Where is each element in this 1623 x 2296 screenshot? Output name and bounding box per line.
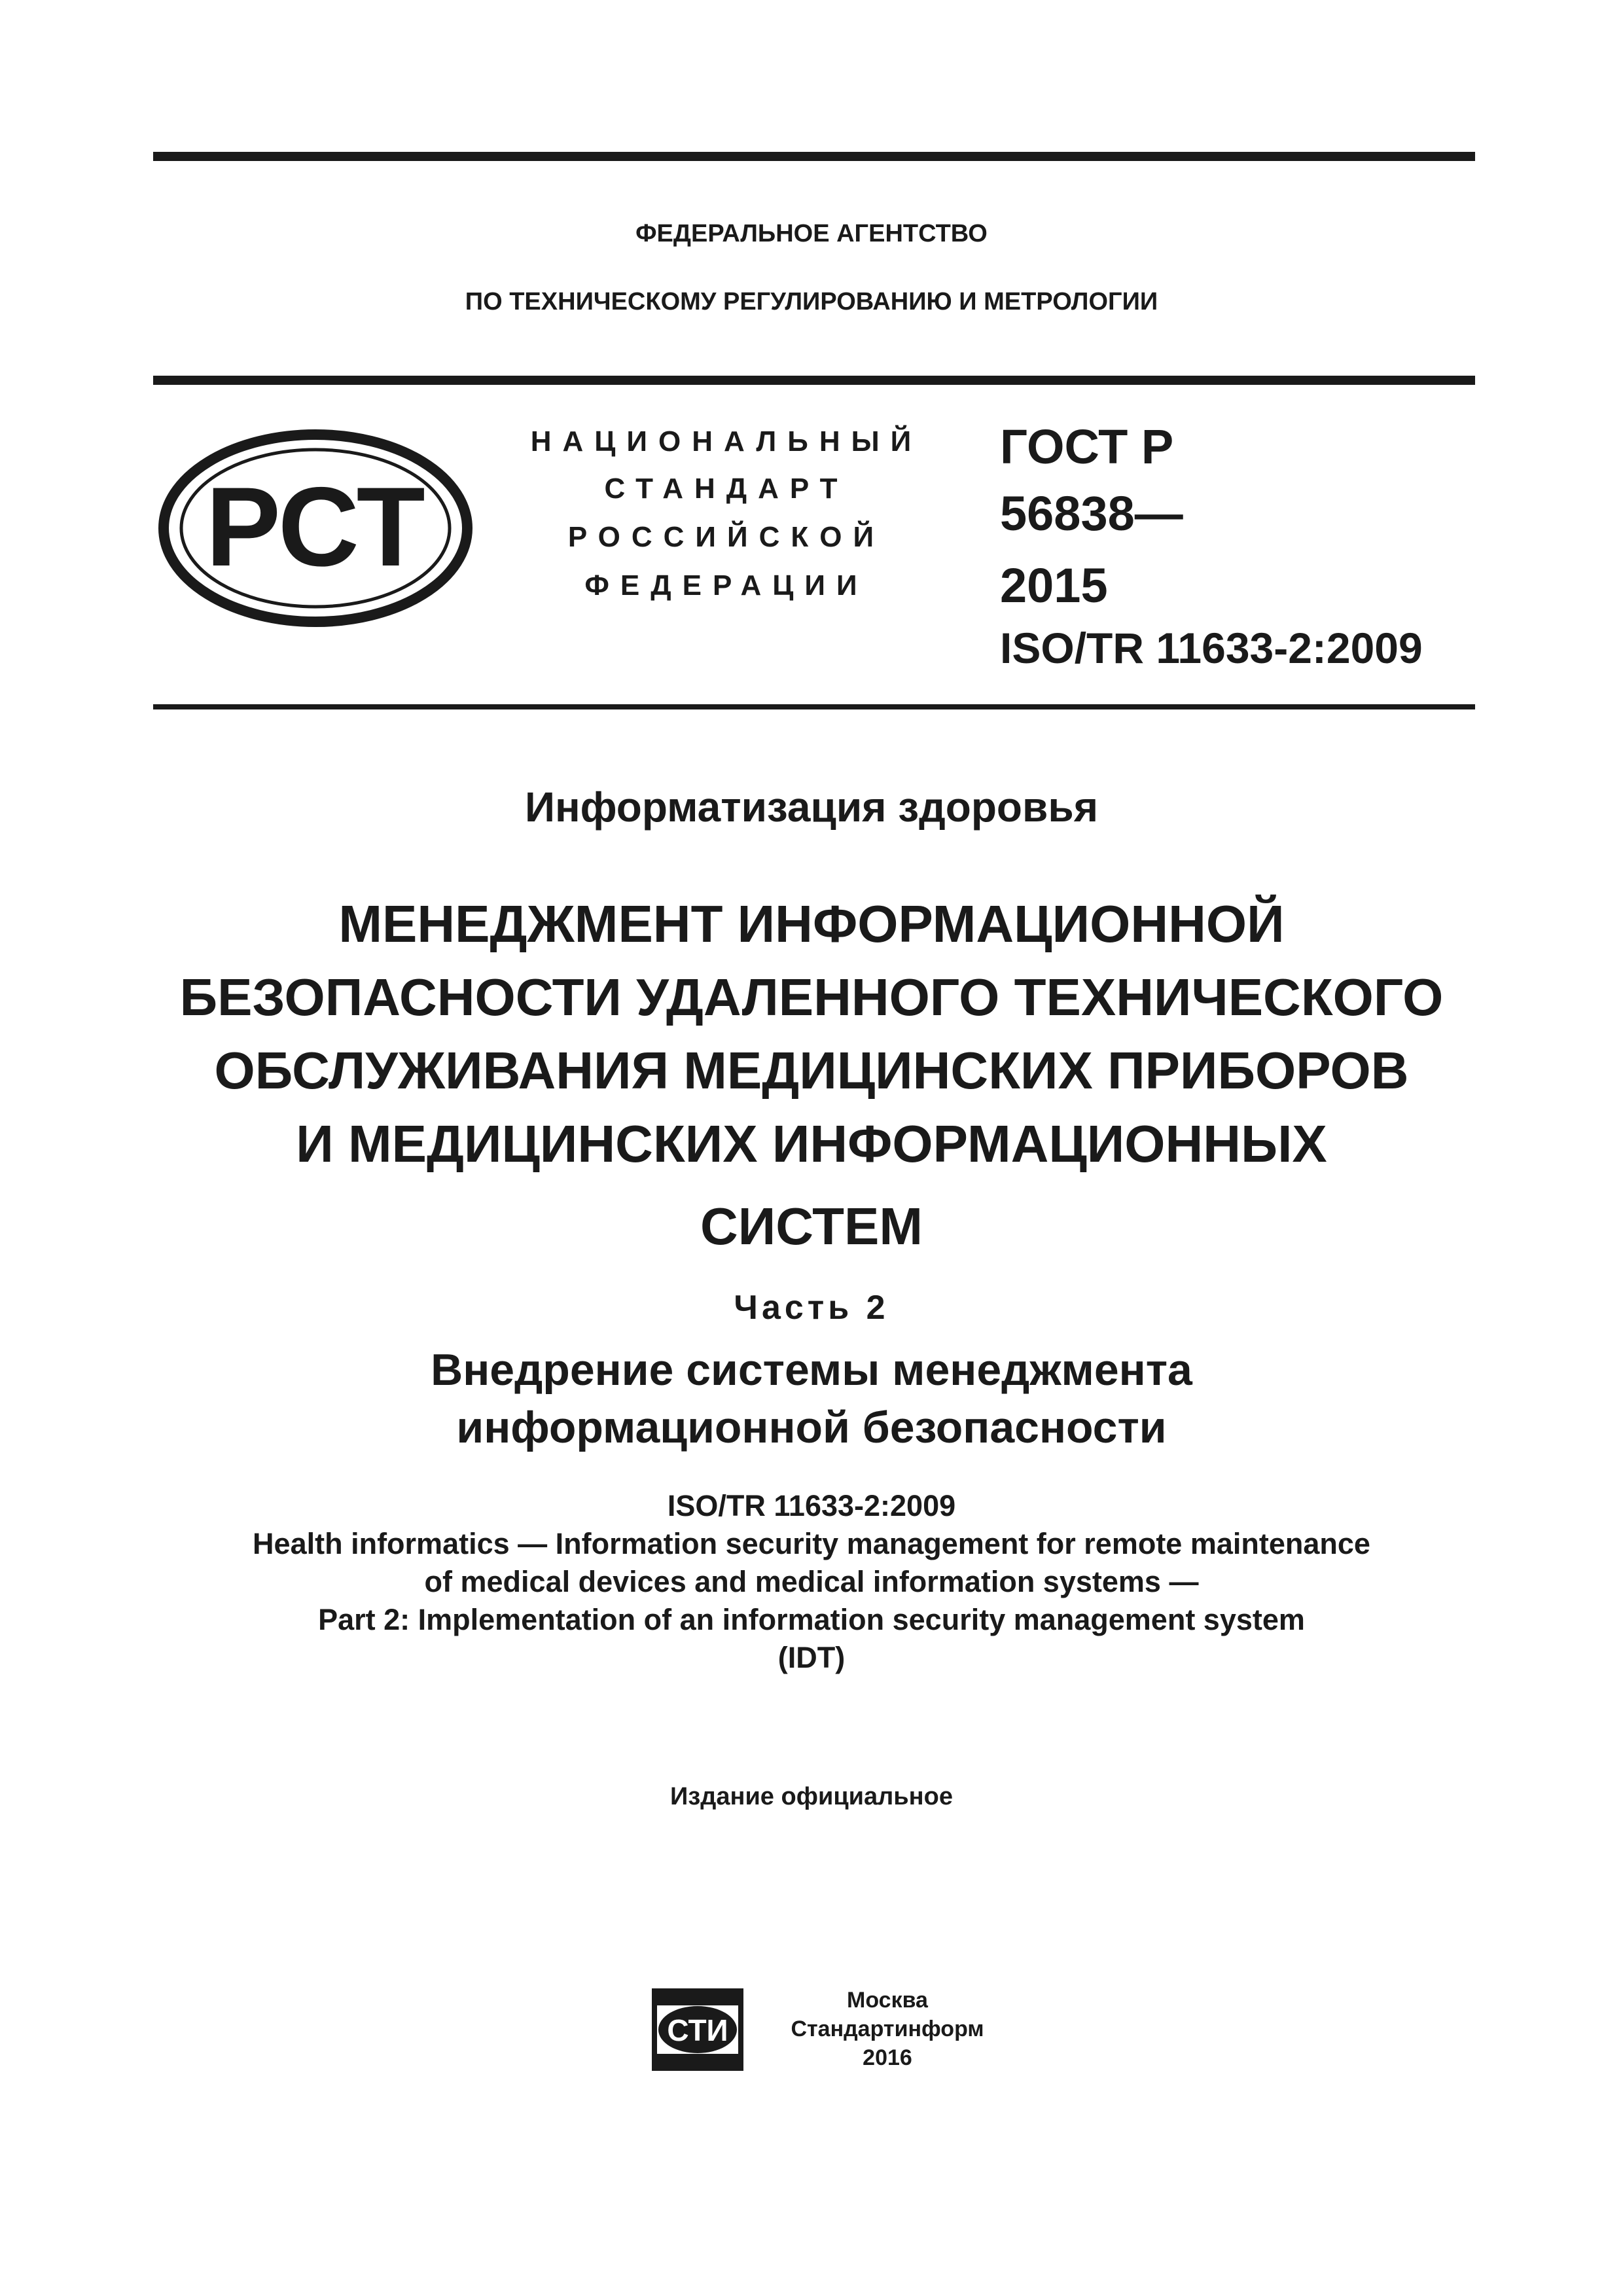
main-title-line-2: БЕЗОПАСНОСТИ УДАЛЕННОГО ТЕХНИЧЕСКОГО: [179, 968, 1444, 1026]
standartinform-logo-icon: [651, 1987, 745, 2072]
rst-logo-text: РСТ: [205, 464, 425, 590]
agency-line-2: ПО ТЕХНИЧЕСКОМУ РЕГУЛИРОВАНИЮ И МЕТРОЛОГИИ: [465, 288, 1158, 315]
publisher-year: 2016: [863, 2045, 912, 2070]
english-title-line-2: of medical devices and medical information systems —: [424, 1565, 1199, 1598]
publisher-name: Стандартинформ: [791, 2017, 984, 2041]
national-standard-line-4: ФЕДЕРАЦИИ: [584, 569, 868, 601]
part-label: Часть 2: [734, 1289, 889, 1327]
iso-designation: ISO/TR 11633-2:2009: [1000, 624, 1423, 672]
header-bottom-rule: [153, 704, 1475, 709]
english-title-line-1: Health informatics — Information security management for remote maintenance: [253, 1527, 1370, 1560]
part-title-line-2: информационной безопасности: [456, 1403, 1167, 1452]
english-iso-number: ISO/TR 11633-2:2009: [667, 1489, 956, 1522]
standard-designation-line-1: ГОСТ Р: [1000, 420, 1174, 474]
english-title-line-3: Part 2: Implementation of an information security management system: [318, 1603, 1305, 1636]
publisher-logo-text: СТИ: [667, 2013, 728, 2047]
agency-line-1: ФЕДЕРАЛЬНОЕ АГЕНТСТВО: [635, 220, 988, 247]
main-title-line-5: СИСТЕМ: [700, 1197, 923, 1255]
main-title-line-3: ОБСЛУЖИВАНИЯ МЕДИЦИНСКИХ ПРИБОРОВ: [214, 1041, 1409, 1100]
edition-label: Издание официальное: [670, 1783, 953, 1810]
header-top-rule: [153, 376, 1475, 385]
main-title-line-1: МЕНЕДЖМЕНТ ИНФОРМАЦИОННОЙ: [338, 895, 1285, 953]
standard-designation-line-2: 56838—: [1000, 486, 1183, 541]
english-idt: (IDT): [777, 1641, 846, 1674]
main-title-line-4: И МЕДИЦИНСКИХ ИНФОРМАЦИОННЫХ: [296, 1115, 1327, 1173]
standard-designation-line-3: 2015: [1000, 558, 1108, 613]
national-standard-line-3: РОССИЙСКОЙ: [567, 521, 885, 553]
top-rule: [153, 152, 1475, 161]
part-title-line-1: Внедрение системы менеджмента: [431, 1345, 1192, 1395]
national-standard-line-1: НАЦИОНАЛЬНЫЙ: [530, 425, 923, 457]
publisher-city: Москва: [847, 1988, 928, 2013]
national-standard-line-2: СТАНДАРТ: [604, 473, 849, 505]
subject-heading: Информатизация здоровья: [524, 783, 1099, 831]
rst-conformity-mark-icon: [157, 427, 474, 630]
